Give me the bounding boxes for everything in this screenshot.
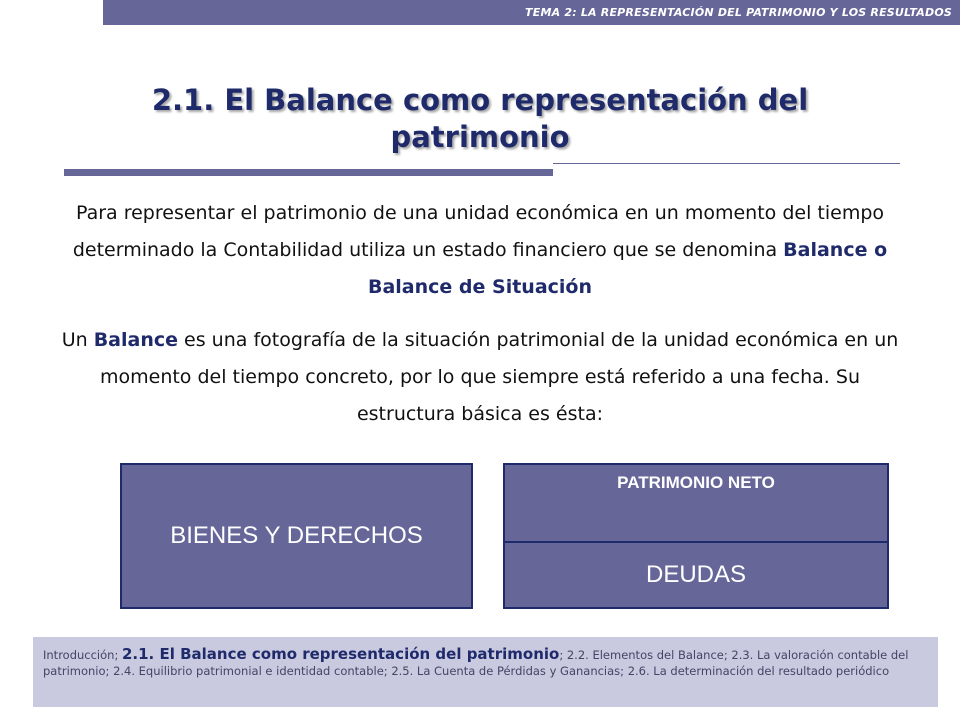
debts-label: DEUDAS bbox=[645, 561, 747, 588]
debts-box bbox=[503, 541, 889, 609]
equity-box bbox=[503, 463, 889, 543]
footer-current-section: 2.1. El Balance como representación del patrimonio bbox=[121, 645, 560, 663]
intro-paragraph-bold: Balance o Balance de Situación bbox=[367, 239, 888, 298]
definition-paragraph-bold: Balance bbox=[93, 329, 179, 351]
definition-paragraph bbox=[60, 322, 900, 433]
title-divider-thick bbox=[64, 169, 553, 176]
definition-paragraph-pre: Un bbox=[61, 329, 94, 351]
title-divider-thin bbox=[553, 163, 900, 164]
assets-label: BIENES Y DERECHOS bbox=[170, 522, 423, 549]
banner-title: TEMA 2: LA REPRESENTACIÓN DEL PATRIMONIO Y LOS RESULTADOS bbox=[525, 6, 952, 19]
slide-title-line-1: 2.1. El Balance como representación del bbox=[151, 83, 809, 117]
slide-title-line-2: patrimonio bbox=[390, 120, 570, 154]
footer-navigation bbox=[33, 637, 938, 707]
intro-paragraph bbox=[60, 195, 900, 306]
equity-label: PATRIMONIO NETO bbox=[617, 473, 775, 492]
top-banner bbox=[103, 0, 960, 25]
definition-paragraph-post: es una fotografía de la situación patrimonial de la unidad económica en un momento del tiempo concreto, por lo que siempre está referido a una fecha. Su estructura básica es ésta: bbox=[99, 329, 899, 425]
intro-paragraph-text: Para representar el patrimonio de una unidad económica en un momento del tiempo determinado la Contabilidad utiliza un estado financiero que se denomina bbox=[72, 202, 885, 261]
assets-box bbox=[120, 463, 473, 609]
footer-remaining-sections[interactable]: ; 2.2. Elementos del Balance; 2.3. La valoración contable del patrimonio; 2.4. Equilibrio patrimonial e identidad contable; 2.5. La Cuenta de Pérdidas y Ganancias; 2.6. La determinación del resultado periódico bbox=[43, 648, 909, 678]
footer-link-intro[interactable]: Introducción; bbox=[43, 648, 122, 662]
slide-title bbox=[70, 82, 890, 156]
